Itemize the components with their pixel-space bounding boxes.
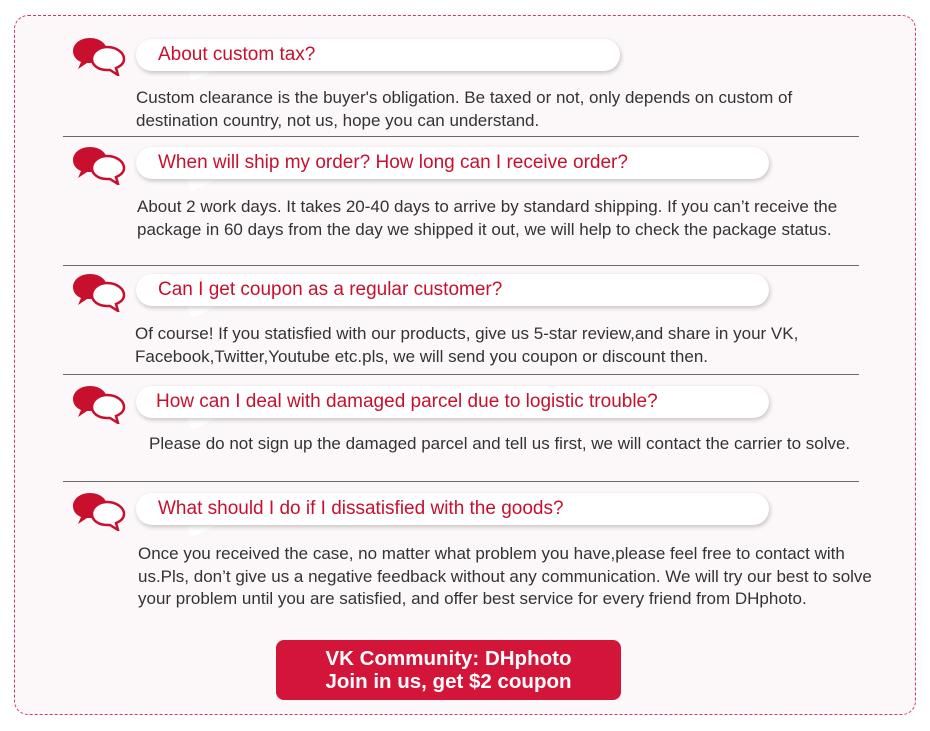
question-bubble bbox=[136, 493, 769, 525]
faq-answer: Custom clearance is the buyer's obligation. Be taxed or not, only depends on custom of destination country, not us, hope you can understand. bbox=[136, 88, 793, 130]
vk-community-button[interactable] bbox=[276, 640, 621, 700]
chat-bubbles-icon bbox=[72, 272, 126, 312]
faq-question: About custom tax? bbox=[158, 44, 316, 65]
divider bbox=[63, 136, 859, 137]
cta-line-1: VK Community: DHphoto bbox=[325, 647, 572, 670]
faq-question: How can I deal with damaged parcel due to logistic trouble? bbox=[156, 391, 658, 412]
faq-answer: Once you received the case, no matter what problem you have,please feel free to contact with us.Pls, don’t give us a negative feedback without any communication. We will try our best to solve your problem until you are satisfied, and offer best service for every friend from DHphoto. bbox=[138, 544, 872, 608]
divider bbox=[63, 374, 859, 375]
bubble-tail bbox=[186, 416, 222, 430]
question-bubble bbox=[136, 274, 769, 306]
faq-answer: About 2 work days. It takes 20-40 days to arrive by standard shipping. If you can’t receive the package in 60 days from the day we shipped it out, we will help to check the package status. bbox=[137, 197, 838, 239]
faq-question: When will ship my order? How long can I receive order? bbox=[158, 152, 628, 173]
question-bubble bbox=[136, 39, 620, 71]
chat-bubbles-icon bbox=[72, 145, 126, 185]
faq-question: Can I get coupon as a regular customer? bbox=[158, 279, 503, 300]
bubble-tail bbox=[186, 304, 222, 318]
faq-answer: Of course! If you statisfied with our products, give us 5-star review,and share in your VK, Facebook,Twitter,Youtube etc.pls, we will send you coupon or discount then. bbox=[135, 324, 799, 366]
chat-bubbles-icon bbox=[72, 491, 126, 531]
faq-answer: Please do not sign up the damaged parcel and tell us first, we will contact the carrier to solve. bbox=[149, 434, 851, 453]
cta-line-2: Join in us, get $2 coupon bbox=[325, 670, 572, 693]
question-bubble bbox=[136, 386, 769, 418]
chat-bubbles-icon bbox=[72, 36, 126, 76]
faq-question: What should I do if I dissatisfied with the goods? bbox=[158, 498, 564, 519]
bubble-tail bbox=[186, 177, 222, 191]
question-bubble bbox=[136, 147, 769, 179]
chat-bubbles-icon bbox=[72, 384, 126, 424]
bubble-tail bbox=[186, 523, 222, 537]
divider bbox=[63, 265, 859, 266]
divider bbox=[63, 481, 859, 482]
